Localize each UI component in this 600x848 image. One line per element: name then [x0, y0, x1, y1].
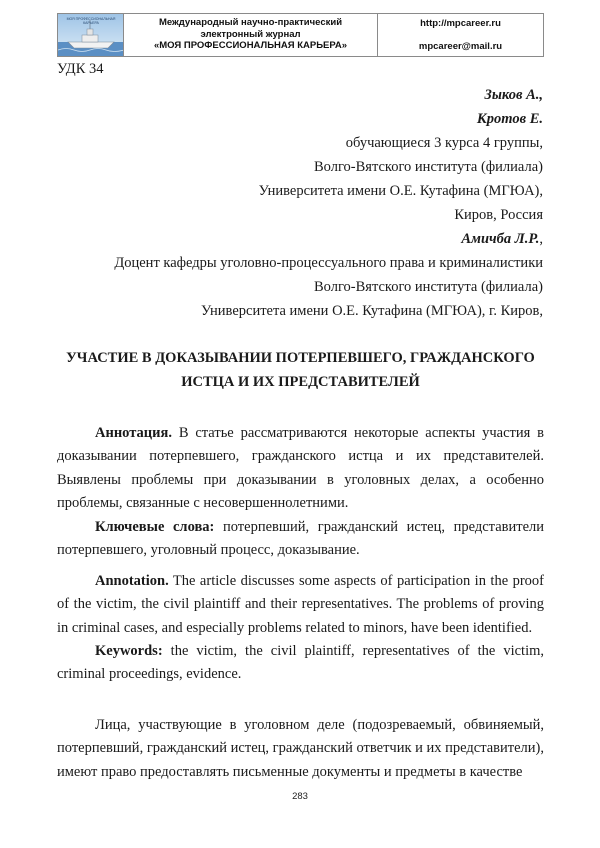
page-number: 283 [292, 791, 308, 802]
body-paragraph: Лица, участвующие в уголовном деле (подозреваемый, обвиняемый, потерпевший, гражданский истец, гражданский ответчик и их представители), имеют право предоставлять письменные документы и предметы в качестве [57, 717, 545, 780]
affiliation-line-3: Университета имени О.Е. Кутафина (МГЮА), [258, 183, 543, 199]
abstract-en [57, 570, 544, 640]
keywords-en [57, 640, 544, 687]
abstract-ru-label: Аннотация. [95, 425, 172, 441]
affiliation-line-1: обучающиеся 3 курса 4 группы, [345, 135, 543, 151]
supervisor-line-3: Университета имени О.Е. Кутафина (МГЮА), г. Киров, [201, 303, 543, 319]
supervisor-comma: , [539, 231, 543, 247]
author-1: Зыков А., [484, 87, 543, 103]
article-title-line-1: УЧАСТИЕ В ДОКАЗЫВАНИИ ПОТЕРПЕВШЕГО, ГРАЖДАНСКОГО [66, 350, 535, 366]
website-link[interactable]: http://mpcareer.ru [420, 18, 501, 29]
abstract-ru-text: В статье рассматриваются некоторые аспекты участия в доказывании потерпевшего, гражданского истца и их представителей. Выявлены проблемы при доказывании в уголовных делах, а особенно проблемы, связанные с несовершеннолетними. [57, 425, 544, 512]
abstract-en-text: The article discusses some aspects of participation in the proof of the victim, the civil plaintiff and their representatives. The problems of proving in criminal cases, and especially problems related to minors, have been identified. [57, 573, 544, 636]
journal-name [124, 14, 378, 56]
keywords-ru [57, 516, 544, 563]
journal-line-2: электронный журнал [200, 28, 301, 40]
keywords-en-text: the victim, the civil plaintiff, representatives of the victim, criminal proceedings, evidence. [57, 643, 544, 683]
keywords-ru-label: Ключевые слова: [95, 519, 215, 535]
email-link[interactable]: mpcareer@mail.ru [418, 41, 503, 52]
journal-line-1: Международный научно-практический [158, 17, 343, 28]
journal-line-3: «МОЯ ПРОФЕССИОНАЛЬНАЯ КАРЬЕРА» [153, 40, 348, 51]
article-title-line-2: ИСТЦА И ИХ ПРЕДСТАВИТЕЛЕЙ [181, 374, 420, 390]
journal-logo [58, 14, 124, 56]
supervisor-position: Доцент кафедры уголовно-процессуального права и криминалистики [114, 255, 543, 271]
affiliation-line-2: Волго-Вятского института (филиала) [313, 159, 543, 175]
supervisor-line-2: Волго-Вятского института (филиала) [313, 279, 543, 295]
journal-header [57, 13, 544, 57]
affiliation-line-4: Киров, Россия [454, 207, 543, 223]
supervisor-name-text: Амичба Л.Р. [461, 231, 540, 247]
abstract-en-label: Annotation. [95, 573, 169, 589]
abstract-ru [57, 422, 544, 516]
keywords-en-label: Keywords: [95, 643, 163, 659]
journal-contacts [378, 14, 543, 56]
logo-caption: МОЯ ПРОФЕССИОНАЛЬНАЯ КАРЬЕРА [66, 17, 116, 25]
author-2: Кротов Е. [476, 111, 543, 127]
udk-code: УДК 34 [57, 61, 104, 77]
keywords-ru-text: потерпевший, гражданский истец, представители потерпевшего, уголовный процесс, доказывание. [57, 519, 544, 559]
supervisor-name [461, 231, 543, 248]
